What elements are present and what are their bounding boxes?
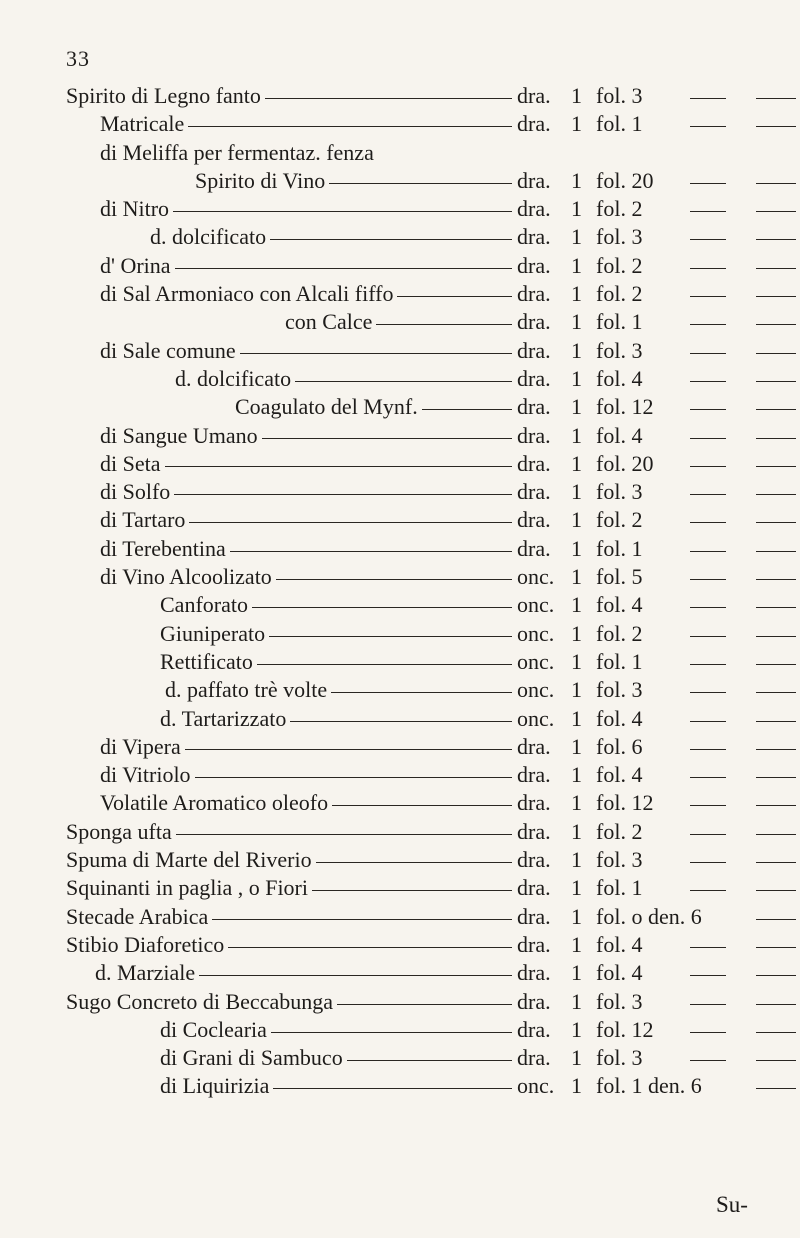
item-quantity: 1 (571, 677, 582, 703)
rule-line (756, 777, 796, 778)
item-quantity: 1 (571, 988, 582, 1014)
item-name: di Tartaro (100, 506, 189, 534)
item-unit: dra. (512, 903, 551, 931)
item-quantity: 1 (571, 167, 582, 193)
list-item (0, 874, 800, 902)
item-name: Matricale (100, 110, 188, 138)
list-item (0, 846, 800, 874)
item-name: Spirito di Legno fanto (66, 82, 265, 110)
list-item (0, 931, 800, 959)
list-item (0, 676, 800, 704)
item-price: fol. 4 (596, 592, 643, 618)
item-price: fol. 3 (596, 224, 643, 250)
item-name: Coagulato del Mynf. (235, 393, 422, 421)
list-item (0, 195, 800, 223)
price-list (0, 82, 800, 1101)
rule-line (756, 324, 796, 325)
rule-line (756, 664, 796, 665)
list-item (0, 280, 800, 308)
item-unit: dra. (512, 874, 551, 902)
rule-line (690, 862, 726, 863)
rule-line (756, 975, 796, 976)
item-name: di Liquirizia (160, 1072, 273, 1100)
item-price: fol. 2 (596, 281, 643, 307)
item-price: fol. 3 (596, 337, 643, 363)
item-name: Sugo Concreto di Beccabunga (66, 988, 337, 1016)
rule-line (756, 409, 796, 410)
rule-line (690, 664, 726, 665)
rule-line (690, 126, 726, 127)
item-quantity: 1 (571, 535, 582, 561)
rule-line (690, 579, 726, 580)
item-unit: dra. (512, 789, 551, 817)
item-quantity: 1 (571, 733, 582, 759)
item-price: fol. 3 (596, 847, 643, 873)
rule-line (756, 749, 796, 750)
item-unit: dra. (512, 988, 551, 1016)
item-price: fol. o den. 6 (596, 903, 702, 929)
item-name: con Calce (285, 308, 376, 336)
item-unit: dra. (512, 365, 551, 393)
rule-line (690, 805, 726, 806)
rule-line (756, 636, 796, 637)
rule-line (690, 494, 726, 495)
item-unit: dra. (512, 535, 551, 563)
item-price: fol. 3 (596, 677, 643, 703)
rule-line (690, 947, 726, 948)
rule-line (690, 636, 726, 637)
item-name: di Coclearia (160, 1016, 271, 1044)
item-price: fol. 4 (596, 365, 643, 391)
item-quantity: 1 (571, 620, 582, 646)
item-price: fol. 12 (596, 1016, 654, 1042)
item-price: fol. 12 (596, 790, 654, 816)
item-quantity: 1 (571, 1073, 582, 1099)
page-number: 33 (66, 46, 90, 71)
item-price: fol. 20 (596, 167, 654, 193)
list-item (0, 648, 800, 676)
item-unit: onc. (512, 620, 554, 648)
item-quantity: 1 (571, 365, 582, 391)
item-name: di Vipera (100, 733, 185, 761)
rule-line (756, 466, 796, 467)
list-item (0, 450, 800, 478)
rule-line (756, 551, 796, 552)
list-item (0, 988, 800, 1016)
item-unit: dra. (512, 167, 551, 195)
item-unit: dra. (512, 252, 551, 280)
rule-line (756, 381, 796, 382)
rule-line (756, 183, 796, 184)
rule-line (690, 1004, 726, 1005)
rule-line (690, 409, 726, 410)
rule-line (690, 1060, 726, 1061)
item-unit: onc. (512, 705, 554, 733)
item-price: fol. 2 (596, 252, 643, 278)
rule-line (756, 721, 796, 722)
rule-line (690, 324, 726, 325)
rule-line (756, 98, 796, 99)
item-quantity: 1 (571, 1016, 582, 1042)
item-unit: dra. (512, 846, 551, 874)
rule-line (756, 353, 796, 354)
item-name: di Vitriolo (100, 761, 195, 789)
item-unit: dra. (512, 280, 551, 308)
item-name: Canforato (160, 591, 252, 619)
item-price: fol. 2 (596, 818, 643, 844)
item-unit: dra. (512, 195, 551, 223)
item-unit: dra. (512, 733, 551, 761)
rule-line (690, 834, 726, 835)
list-item (0, 1072, 800, 1100)
item-name: d. Tartarizzato (160, 705, 290, 733)
list-item (0, 1016, 800, 1044)
rule-line (690, 239, 726, 240)
rule-line (690, 777, 726, 778)
rule-line (690, 268, 726, 269)
item-name: di Vino Alcoolizato (100, 563, 276, 591)
item-name: di Sal Armoniaco con Alcali fiffo (100, 280, 397, 308)
rule-line (756, 834, 796, 835)
item-quantity: 1 (571, 281, 582, 307)
item-price: fol. 3 (596, 479, 643, 505)
item-name: di Seta (100, 450, 165, 478)
item-quantity: 1 (571, 309, 582, 335)
item-price: fol. 1 (596, 875, 643, 901)
item-name: di Solfo (100, 478, 174, 506)
rule-line (690, 1032, 726, 1033)
rule-line (756, 890, 796, 891)
item-price: fol. 4 (596, 960, 643, 986)
rule-line (690, 296, 726, 297)
item-unit: onc. (512, 1072, 554, 1100)
item-quantity: 1 (571, 818, 582, 844)
list-item (0, 82, 800, 110)
item-name: Volatile Aromatico oleofo (100, 789, 332, 817)
item-name: d. dolcificato (150, 223, 270, 251)
item-name: di Nitro (100, 195, 173, 223)
item-quantity: 1 (571, 592, 582, 618)
item-name: Spirito di Vino (195, 167, 329, 195)
item-name: d. paffato trè volte (165, 676, 331, 704)
item-price: fol. 4 (596, 705, 643, 731)
rule-line (690, 98, 726, 99)
rule-line (690, 211, 726, 212)
list-item (0, 818, 800, 846)
item-price: fol. 4 (596, 422, 643, 448)
item-unit: dra. (512, 761, 551, 789)
list-item (0, 506, 800, 534)
item-name: di Sangue Umano (100, 422, 262, 450)
list-item (0, 393, 800, 421)
item-name: Stecade Arabica (66, 903, 212, 931)
item-unit: dra. (512, 422, 551, 450)
item-unit: onc. (512, 648, 554, 676)
item-unit: dra. (512, 1016, 551, 1044)
list-item (0, 478, 800, 506)
item-quantity: 1 (571, 507, 582, 533)
item-quantity: 1 (571, 224, 582, 250)
item-unit: dra. (512, 450, 551, 478)
list-item (0, 1044, 800, 1072)
list-item (0, 591, 800, 619)
item-name: Rettificato (160, 648, 257, 676)
list-item (0, 903, 800, 931)
rule-line (690, 438, 726, 439)
item-price: fol. 5 (596, 564, 643, 590)
item-name: di Sale comune (100, 337, 240, 365)
item-quantity: 1 (571, 196, 582, 222)
item-price: fol. 3 (596, 988, 643, 1014)
item-unit: dra. (512, 308, 551, 336)
item-price: fol. 1 (596, 535, 643, 561)
rule-line (690, 692, 726, 693)
item-unit: dra. (512, 337, 551, 365)
rule-line (690, 607, 726, 608)
rule-line (756, 1060, 796, 1061)
list-item (0, 308, 800, 336)
rule-line (690, 975, 726, 976)
item-name: di Terebentina (100, 535, 230, 563)
item-price: fol. 20 (596, 450, 654, 476)
item-price: fol. 6 (596, 733, 643, 759)
item-quantity: 1 (571, 111, 582, 137)
rule-line (756, 126, 796, 127)
item-name: d. Marziale (95, 959, 199, 987)
rule-line (756, 1004, 796, 1005)
item-quantity: 1 (571, 1045, 582, 1071)
item-name: Sponga ufta (66, 818, 176, 846)
item-quantity: 1 (571, 762, 582, 788)
rule-line (690, 749, 726, 750)
item-unit: dra. (512, 959, 551, 987)
rule-line (756, 522, 796, 523)
item-quantity: 1 (571, 847, 582, 873)
rule-line (756, 296, 796, 297)
catchword: Su- (716, 1192, 748, 1217)
rule-line (756, 239, 796, 240)
item-unit: dra. (512, 931, 551, 959)
rule-line (756, 211, 796, 212)
list-item (0, 252, 800, 280)
rule-line (690, 183, 726, 184)
item-unit: dra. (512, 506, 551, 534)
item-unit: onc. (512, 563, 554, 591)
item-unit: dra. (512, 478, 551, 506)
item-unit: onc. (512, 676, 554, 704)
rule-line (756, 438, 796, 439)
rule-line (756, 947, 796, 948)
rule-line (690, 522, 726, 523)
item-price: fol. 4 (596, 931, 643, 957)
list-item (0, 959, 800, 987)
item-price: fol. 1 (596, 648, 643, 674)
item-unit: dra. (512, 110, 551, 138)
item-price: fol. 1 (596, 309, 643, 335)
rule-line (756, 805, 796, 806)
item-quantity: 1 (571, 790, 582, 816)
rule-line (756, 268, 796, 269)
list-item (0, 167, 800, 195)
list-item (0, 733, 800, 761)
item-quantity: 1 (571, 903, 582, 929)
list-item (0, 110, 800, 138)
item-quantity: 1 (571, 648, 582, 674)
rule-line (756, 579, 796, 580)
item-price: fol. 2 (596, 507, 643, 533)
rule-line (690, 466, 726, 467)
item-unit: dra. (512, 1044, 551, 1072)
item-name: Stibio Diaforetico (66, 931, 228, 959)
list-item (0, 761, 800, 789)
item-unit: dra. (512, 393, 551, 421)
list-item (0, 705, 800, 733)
item-unit: dra. (512, 818, 551, 846)
rule-line (756, 862, 796, 863)
item-price: fol. 1 den. 6 (596, 1073, 702, 1099)
item-name: Spuma di Marte del Riverio (66, 846, 316, 874)
rule-line (756, 494, 796, 495)
item-unit: onc. (512, 591, 554, 619)
item-quantity: 1 (571, 564, 582, 590)
item-price: fol. 2 (596, 620, 643, 646)
item-price: fol. 3 (596, 83, 643, 108)
rule-line (756, 1032, 796, 1033)
item-quantity: 1 (571, 960, 582, 986)
list-item (0, 789, 800, 817)
item-name: di Grani di Sambuco (160, 1044, 347, 1072)
item-quantity: 1 (571, 705, 582, 731)
rule-line (756, 607, 796, 608)
rule-line (690, 890, 726, 891)
item-quantity: 1 (571, 422, 582, 448)
rule-line (756, 919, 796, 920)
item-name: Giuniperato (160, 620, 269, 648)
item-price: fol. 1 (596, 111, 643, 137)
item-price: fol. 3 (596, 1045, 643, 1071)
item-quantity: 1 (571, 83, 582, 108)
rule-line (690, 551, 726, 552)
item-name: d. dolcificato (175, 365, 295, 393)
item-name: d' Orina (100, 252, 175, 280)
list-item (0, 139, 800, 167)
item-price: fol. 2 (596, 196, 643, 222)
list-item (0, 223, 800, 251)
rule-line (690, 353, 726, 354)
item-quantity: 1 (571, 252, 582, 278)
list-item (0, 563, 800, 591)
item-quantity: 1 (571, 931, 582, 957)
item-unit: dra. (512, 223, 551, 251)
item-quantity: 1 (571, 337, 582, 363)
list-item (0, 337, 800, 365)
item-quantity: 1 (571, 394, 582, 420)
list-item (0, 620, 800, 648)
item-quantity: 1 (571, 479, 582, 505)
item-name: di Meliffa per fermentaz. fenza (100, 139, 378, 167)
item-price: fol. 12 (596, 394, 654, 420)
list-item (0, 535, 800, 563)
item-name: Squinanti in paglia , o Fiori (66, 874, 312, 902)
item-price: fol. 4 (596, 762, 643, 788)
rule-line (756, 1088, 796, 1089)
item-quantity: 1 (571, 450, 582, 476)
rule-line (690, 721, 726, 722)
item-unit: dra. (512, 82, 551, 110)
rule-line (756, 692, 796, 693)
item-quantity: 1 (571, 875, 582, 901)
list-item (0, 422, 800, 450)
rule-line (690, 381, 726, 382)
list-item (0, 365, 800, 393)
